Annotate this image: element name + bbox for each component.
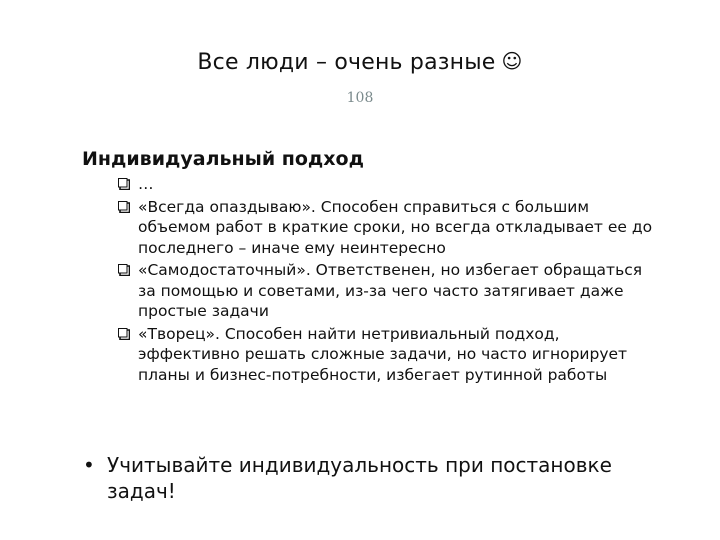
approach-list: [118, 174, 658, 387]
list-item-text: «Самодостаточный». Ответственен, но избегает обращаться за помощью и советами, из-за чего часто затягивает даже простые задачи: [138, 261, 643, 320]
page-number: 108: [346, 90, 374, 106]
list-item-text: …: [138, 175, 154, 193]
list-item-text: «Творец». Способен найти нетривиальный подход, эффективно решать сложные задачи, но часто игнорирует планы и бизнес-потребности, избегает рутинной работы: [138, 324, 628, 384]
smiley-face-icon: ☺: [501, 49, 523, 73]
checkbox-square-icon: [118, 201, 130, 213]
list-item: [118, 324, 658, 386]
list-item: [118, 197, 658, 259]
checkbox-square-icon: [118, 178, 130, 190]
list-item: [118, 260, 658, 322]
list-item-text: «Всегда опаздываю». Способен справиться с большим объемом работ в краткие сроки, но всегда откладывает ее до последнего – иначе ему неинтересно: [138, 197, 653, 257]
bullet-dot-icon: •: [83, 453, 95, 477]
checkbox-square-icon: [118, 328, 130, 340]
list-item: [118, 174, 658, 195]
slide-title-text: Все люди – очень разные: [197, 50, 496, 75]
checkbox-square-icon: [118, 264, 130, 276]
conclusion-text: Учитывайте индивидуальность при постановке задач!: [107, 453, 612, 503]
section-heading: Индивидуальный подход: [82, 148, 364, 170]
slide-title: [0, 46, 720, 78]
conclusion-bullet: [82, 452, 642, 504]
